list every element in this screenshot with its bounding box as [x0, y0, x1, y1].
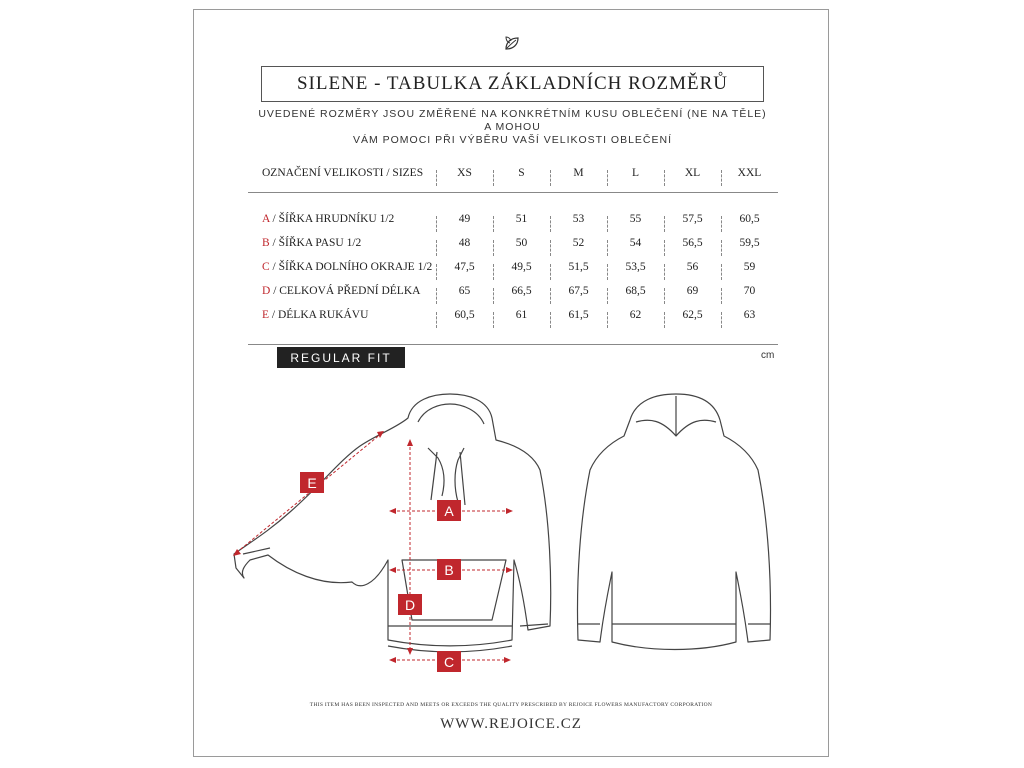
fit-badge: REGULAR FIT: [277, 347, 405, 368]
table-cell: 70: [721, 285, 778, 297]
svg-text:E: E: [307, 475, 317, 491]
size-m: M: [550, 167, 607, 179]
unit-label: cm: [761, 350, 775, 361]
table-cell: 67,5: [550, 285, 607, 297]
subtitle-line-2: VÁM POMOCI PŘI VÝBĚRU VAŠÍ VELIKOSTI OBLEČENÍ: [352, 134, 673, 146]
quality-note: THIS ITEM HAS BEEN INSPECTED AND MEETS OR EXCEEDS THE QUALITY PRESCRIBED BY REJOICE FLOWERS MANUFACTORY CORPORATION: [309, 702, 713, 708]
svg-text:D: D: [404, 597, 416, 613]
marker-a: [437, 500, 461, 521]
table-cell: 68,5: [607, 285, 664, 297]
hoodie-back-drawing: [578, 394, 771, 650]
svg-text:B: B: [444, 562, 454, 578]
table-cell: 53,5: [607, 261, 664, 273]
table-cell: 60,5: [436, 309, 493, 321]
table-cell: 53: [550, 213, 607, 225]
table-cell: 66,5: [493, 285, 550, 297]
marker-c: [437, 651, 461, 672]
row-name: / CELKOVÁ PŘEDNÍ DÉLKA: [270, 285, 421, 297]
table-cell: 63: [721, 309, 778, 321]
hoodie-front-drawing: [234, 394, 551, 652]
measurement-arrowheads: [233, 431, 513, 663]
size-s: S: [493, 167, 550, 179]
table-cell: 62: [607, 309, 664, 321]
row-name: / DÉLKA RUKÁVU: [269, 309, 369, 321]
table-cell: 51,5: [550, 261, 607, 273]
table-cell: 61,5: [550, 309, 607, 321]
row-code: C: [262, 261, 270, 273]
table-cell: 47,5: [436, 261, 493, 273]
table-cell: 56,5: [664, 237, 721, 249]
subtitle-line-1: UVEDENÉ ROZMĚRY JSOU ZMĚŘENÉ NA KONKRÉTNÍM KUSU OBLEČENÍ (NE NA TĚLE) A MOHOU: [258, 108, 767, 133]
size-xs: XS: [436, 167, 493, 179]
marker-e: [300, 472, 324, 493]
table-cell: 59,5: [721, 237, 778, 249]
table-cell: 56: [664, 261, 721, 273]
row-name: / ŠÍŘKA HRUDNÍKU 1/2: [269, 213, 395, 225]
table-cell: 65: [436, 285, 493, 297]
table-cell: 54: [607, 237, 664, 249]
table-cell: 59: [721, 261, 778, 273]
size-l: L: [607, 167, 664, 179]
svg-text:A: A: [444, 503, 454, 519]
header-label: OZNAČENÍ VELIKOSTI / SIZES: [262, 167, 424, 179]
table-cell: 52: [550, 237, 607, 249]
table-cell: 51: [493, 213, 550, 225]
table-cell: 49,5: [493, 261, 550, 273]
table-cell: 62,5: [664, 309, 721, 321]
svg-text:C: C: [443, 654, 455, 670]
row-name: / ŠÍŘKA DOLNÍHO OKRAJE 1/2: [269, 261, 433, 273]
row-code: B: [262, 237, 270, 249]
row-code: A: [262, 213, 270, 225]
row-code: E: [262, 309, 270, 321]
table-cell: 49: [436, 213, 493, 225]
size-xxl: XXL: [721, 167, 778, 179]
table-cell: 57,5: [664, 213, 721, 225]
row-code: D: [262, 285, 271, 297]
table-cell: 48: [436, 237, 493, 249]
table-cell: 55: [607, 213, 664, 225]
page-title: SILENE - TABULKA ZÁKLADNÍCH ROZMĚRŮ: [261, 66, 764, 102]
marker-b: [437, 559, 461, 580]
table-cell: 69: [664, 285, 721, 297]
table-cell: 50: [493, 237, 550, 249]
table-cell: 60,5: [721, 213, 778, 225]
table-cell: 61: [493, 309, 550, 321]
row-name: / ŠÍŘKA PASU 1/2: [269, 237, 362, 249]
marker-d: [398, 594, 422, 615]
website-url: WWW.REJOICE.CZ: [440, 716, 582, 732]
size-xl: XL: [664, 167, 721, 179]
